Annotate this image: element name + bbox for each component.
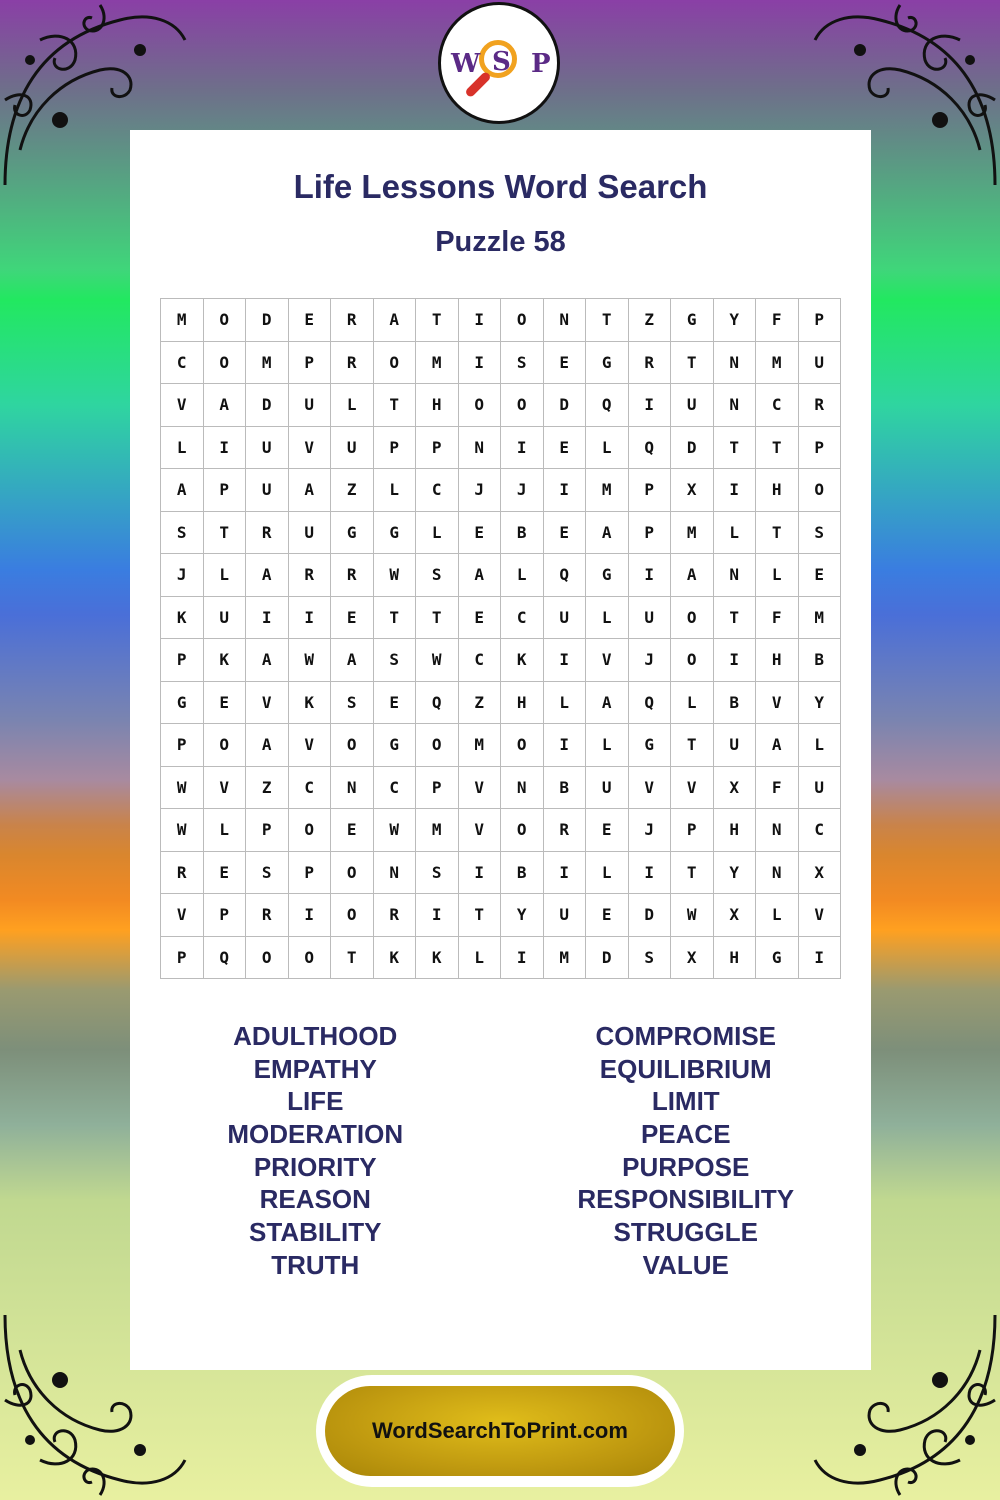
grid-cell[interactable]: V [671,767,714,810]
grid-cell[interactable]: T [331,937,374,980]
grid-cell[interactable]: K [416,937,459,980]
grid-cell[interactable]: P [629,469,672,512]
grid-cell[interactable]: R [544,809,587,852]
grid-cell[interactable]: H [714,809,757,852]
grid-cell[interactable]: I [544,639,587,682]
grid-cell[interactable]: E [544,427,587,470]
grid-cell[interactable]: A [246,724,289,767]
grid-cell[interactable]: M [161,299,204,342]
grid-cell[interactable]: Z [629,299,672,342]
grid-cell[interactable]: R [799,384,842,427]
word-list-left-column [130,1020,501,1282]
grid-cell[interactable]: T [671,852,714,895]
grid-cell[interactable]: V [459,809,502,852]
grid-cell[interactable]: F [756,767,799,810]
grid-cell[interactable]: P [629,512,672,555]
grid-cell[interactable]: W [161,809,204,852]
grid-cell[interactable]: O [799,469,842,512]
grid-cell[interactable]: N [756,809,799,852]
grid-cell[interactable]: C [289,767,332,810]
grid-cell[interactable]: O [331,894,374,937]
grid-cell[interactable]: E [586,809,629,852]
grid-cell[interactable]: X [799,852,842,895]
logo-letter-w: W [451,49,481,79]
grid-cell[interactable]: T [714,427,757,470]
grid-cell[interactable]: A [671,554,714,597]
grid-cell[interactable]: T [416,299,459,342]
grid-cell[interactable]: U [544,894,587,937]
grid-cell[interactable]: I [289,894,332,937]
grid-cell[interactable]: I [714,469,757,512]
grid-cell[interactable]: B [799,639,842,682]
grid-cell[interactable]: U [289,512,332,555]
grid-cell[interactable]: I [629,852,672,895]
grid-cell[interactable]: Y [501,894,544,937]
grid-cell[interactable]: K [289,682,332,725]
grid-cell[interactable]: C [374,767,417,810]
grid-cell[interactable]: S [331,682,374,725]
word-list-item: STABILITY [249,1217,382,1248]
grid-cell[interactable]: R [629,342,672,385]
grid-cell[interactable]: J [459,469,502,512]
grid-cell[interactable]: D [246,299,289,342]
grid-cell[interactable]: L [204,554,247,597]
grid-cell[interactable]: C [799,809,842,852]
grid-cell[interactable]: O [204,342,247,385]
grid-cell[interactable]: X [714,767,757,810]
word-list-item: LIFE [287,1086,344,1117]
grid-cell[interactable]: B [501,512,544,555]
grid-cell[interactable]: A [586,682,629,725]
grid-cell[interactable]: P [204,894,247,937]
word-list-item: TRUTH [271,1249,360,1280]
grid-cell[interactable]: V [459,767,502,810]
grid-cell[interactable]: L [331,384,374,427]
grid-cell[interactable]: P [204,469,247,512]
grid-cell[interactable]: A [459,554,502,597]
grid-cell[interactable]: M [246,342,289,385]
grid-cell[interactable]: E [544,342,587,385]
grid-cell[interactable]: L [501,554,544,597]
grid-cell[interactable]: L [204,809,247,852]
grid-cell[interactable]: Q [204,937,247,980]
grid-cell[interactable]: H [756,469,799,512]
grid-cell[interactable]: U [799,767,842,810]
grid-cell[interactable]: D [544,384,587,427]
grid-cell[interactable]: E [331,809,374,852]
grid-cell[interactable]: V [629,767,672,810]
grid-cell[interactable]: M [671,512,714,555]
grid-cell[interactable]: R [289,554,332,597]
grid-cell[interactable]: P [289,852,332,895]
grid-cell[interactable]: T [204,512,247,555]
site-link-button[interactable] [325,1386,675,1476]
puzzle-title: Life Lessons Word Search [293,168,708,205]
grid-cell[interactable]: R [374,894,417,937]
grid-cell[interactable]: O [204,299,247,342]
grid-cell[interactable]: B [544,767,587,810]
grid-cell[interactable]: A [204,384,247,427]
word-list-item: STRUGGLE [613,1217,758,1248]
grid-cell[interactable]: T [756,427,799,470]
grid-cell[interactable]: P [799,427,842,470]
grid-cell[interactable]: Y [714,852,757,895]
logo-letter-p: P [531,49,551,79]
site-logo[interactable] [438,2,560,124]
grid-cell[interactable]: O [501,384,544,427]
grid-cell[interactable]: W [416,639,459,682]
grid-cell[interactable]: Q [416,682,459,725]
grid-cell[interactable]: K [204,639,247,682]
grid-cell[interactable]: G [756,937,799,980]
grid-cell[interactable]: W [374,809,417,852]
grid-cell[interactable]: S [799,512,842,555]
grid-cell[interactable]: R [246,512,289,555]
grid-cell[interactable]: N [714,384,757,427]
grid-cell[interactable]: V [799,894,842,937]
grid-cell[interactable]: R [331,342,374,385]
grid-cell[interactable]: I [459,852,502,895]
grid-cell[interactable]: M [799,597,842,640]
grid-cell[interactable]: R [331,299,374,342]
grid-cell[interactable]: G [331,512,374,555]
grid-cell[interactable]: L [161,427,204,470]
grid-cell[interactable]: A [289,469,332,512]
puzzle-sheet [130,130,871,1370]
grid-cell[interactable]: E [459,512,502,555]
grid-cell[interactable]: C [756,384,799,427]
grid-cell[interactable]: A [586,512,629,555]
grid-cell[interactable]: E [204,682,247,725]
word-list-item: RESPONSIBILITY [577,1184,795,1215]
grid-cell[interactable]: O [501,809,544,852]
grid-cell[interactable]: Q [629,682,672,725]
grid-cell[interactable]: G [586,554,629,597]
grid-cell[interactable]: J [161,554,204,597]
grid-cell[interactable]: T [586,299,629,342]
grid-cell[interactable]: C [416,469,459,512]
grid-cell[interactable]: A [331,639,374,682]
grid-cell[interactable]: G [374,724,417,767]
grid-cell[interactable]: E [544,512,587,555]
grid-cell[interactable]: U [671,384,714,427]
grid-cell[interactable]: R [161,852,204,895]
word-list-right-column [501,1020,872,1282]
grid-cell[interactable]: T [671,724,714,767]
grid-cell[interactable]: I [629,554,672,597]
grid-cell[interactable]: F [756,597,799,640]
grid-cell[interactable]: R [246,894,289,937]
grid-cell[interactable]: N [714,342,757,385]
grid-cell[interactable]: I [501,427,544,470]
grid-cell[interactable]: Z [331,469,374,512]
word-list-item: EQUILIBRIUM [599,1053,772,1084]
grid-cell[interactable]: I [459,299,502,342]
grid-cell[interactable]: L [544,682,587,725]
grid-cell[interactable]: B [714,682,757,725]
grid-cell[interactable]: W [289,639,332,682]
grid-cell[interactable]: A [756,724,799,767]
grid-cell[interactable]: K [374,937,417,980]
grid-cell[interactable]: V [161,384,204,427]
grid-cell[interactable]: T [374,597,417,640]
letter-grid [160,298,841,979]
grid-cell[interactable]: T [416,597,459,640]
grid-cell[interactable]: O [374,342,417,385]
grid-cell[interactable]: O [331,724,374,767]
grid-cell[interactable]: V [756,682,799,725]
grid-cell[interactable]: A [246,639,289,682]
grid-cell[interactable]: Q [586,384,629,427]
grid-cell[interactable]: V [246,682,289,725]
grid-cell[interactable]: P [161,937,204,980]
grid-cell[interactable]: E [586,894,629,937]
grid-cell[interactable]: C [459,639,502,682]
grid-cell[interactable]: U [714,724,757,767]
grid-cell[interactable]: V [204,767,247,810]
grid-cell[interactable]: L [586,597,629,640]
grid-cell[interactable]: L [586,427,629,470]
grid-cell[interactable]: O [246,937,289,980]
grid-cell[interactable]: P [374,427,417,470]
grid-cell[interactable]: O [671,597,714,640]
grid-cell[interactable]: E [459,597,502,640]
grid-cell[interactable]: K [501,639,544,682]
word-list-item: VALUE [642,1249,729,1280]
grid-cell[interactable]: P [799,299,842,342]
grid-cell[interactable]: N [501,767,544,810]
grid-cell[interactable]: L [416,512,459,555]
grid-cell[interactable]: L [799,724,842,767]
grid-cell[interactable]: V [289,724,332,767]
grid-cell[interactable]: O [204,724,247,767]
grid-cell[interactable]: T [374,384,417,427]
grid-cell[interactable]: V [161,894,204,937]
grid-cell[interactable]: O [331,852,374,895]
grid-cell[interactable]: I [459,342,502,385]
grid-cell[interactable]: F [756,299,799,342]
grid-cell[interactable]: I [416,894,459,937]
grid-cell[interactable]: Y [714,299,757,342]
grid-cell[interactable]: P [289,342,332,385]
grid-cell[interactable]: G [586,342,629,385]
grid-cell[interactable]: S [246,852,289,895]
grid-cell[interactable]: E [204,852,247,895]
grid-cell[interactable]: G [161,682,204,725]
grid-cell[interactable]: G [671,299,714,342]
grid-cell[interactable]: D [629,894,672,937]
puzzle-number: Puzzle 58 [435,226,566,258]
grid-cell[interactable]: W [374,554,417,597]
grid-cell[interactable]: P [416,767,459,810]
grid-cell[interactable]: T [671,342,714,385]
grid-cell[interactable]: P [161,724,204,767]
grid-cell[interactable]: O [501,299,544,342]
grid-cell[interactable]: N [331,767,374,810]
grid-cell[interactable]: E [331,597,374,640]
grid-cell[interactable]: N [459,427,502,470]
grid-cell[interactable]: M [416,342,459,385]
word-list-item: PURPOSE [622,1151,750,1182]
grid-cell[interactable]: O [416,724,459,767]
grid-cell[interactable]: I [544,469,587,512]
grid-cell[interactable]: N [374,852,417,895]
grid-cell[interactable]: I [289,597,332,640]
grid-cell[interactable]: J [501,469,544,512]
grid-cell[interactable]: Y [799,682,842,725]
grid-cell[interactable]: L [756,554,799,597]
grid-cell[interactable]: O [501,724,544,767]
grid-cell[interactable]: L [459,937,502,980]
grid-cell[interactable]: X [671,937,714,980]
grid-cell[interactable]: H [501,682,544,725]
word-list-item: LIMIT [651,1086,720,1117]
site-link-text: WordSearchToPrint.com [372,1418,628,1443]
word-list-item: REASON [259,1184,371,1215]
grid-cell[interactable]: I [501,937,544,980]
grid-cell[interactable]: T [459,894,502,937]
grid-cell[interactable]: S [161,512,204,555]
grid-cell[interactable]: U [289,384,332,427]
grid-cell[interactable]: U [586,767,629,810]
grid-cell[interactable]: Z [459,682,502,725]
grid-cell[interactable]: I [629,384,672,427]
grid-cell[interactable]: D [246,384,289,427]
grid-cell[interactable]: U [799,342,842,385]
grid-cell[interactable]: N [714,554,757,597]
grid-cell[interactable]: D [671,427,714,470]
grid-cell[interactable]: W [671,894,714,937]
grid-cell[interactable]: T [714,597,757,640]
grid-cell[interactable]: V [289,427,332,470]
word-list [130,1020,871,1282]
grid-cell[interactable]: L [756,894,799,937]
word-list-item: MODERATION [227,1119,404,1150]
grid-cell[interactable]: N [756,852,799,895]
grid-cell[interactable]: C [501,597,544,640]
site-link-badge[interactable] [316,1375,684,1487]
grid-cell[interactable]: I [544,724,587,767]
grid-cell[interactable]: P [161,639,204,682]
word-list-item: PEACE [640,1119,731,1150]
grid-cell[interactable]: L [671,682,714,725]
grid-cell[interactable]: U [544,597,587,640]
grid-cell[interactable]: H [756,639,799,682]
grid-cell[interactable]: J [629,639,672,682]
word-list-item: COMPROMISE [595,1021,777,1051]
grid-cell[interactable]: O [289,937,332,980]
grid-cell[interactable]: A [246,554,289,597]
grid-cell[interactable]: A [374,299,417,342]
grid-cell[interactable]: R [331,554,374,597]
grid-cell[interactable]: U [204,597,247,640]
grid-cell[interactable]: H [714,937,757,980]
grid-cell[interactable]: S [629,937,672,980]
grid-cell[interactable]: H [416,384,459,427]
grid-cell[interactable]: A [161,469,204,512]
grid-cell[interactable]: D [586,937,629,980]
grid-cell[interactable]: G [374,512,417,555]
grid-cell[interactable]: M [416,809,459,852]
grid-cell[interactable]: S [374,639,417,682]
grid-cell[interactable]: L [586,724,629,767]
grid-cell[interactable]: U [629,597,672,640]
logo-letter-s: S [492,47,511,77]
grid-cell[interactable]: N [544,299,587,342]
grid-cell[interactable]: C [161,342,204,385]
grid-cell[interactable]: T [756,512,799,555]
grid-cell[interactable]: P [246,809,289,852]
grid-cell[interactable]: O [671,639,714,682]
grid-cell[interactable]: M [544,937,587,980]
grid-cell[interactable]: B [501,852,544,895]
grid-cell[interactable]: I [799,937,842,980]
word-list-item: EMPATHY [253,1053,377,1084]
grid-cell[interactable]: E [289,299,332,342]
grid-cell[interactable]: X [671,469,714,512]
grid-cell[interactable]: U [246,427,289,470]
grid-cell[interactable]: O [459,384,502,427]
grid-cell[interactable]: E [799,554,842,597]
grid-cell[interactable]: W [161,767,204,810]
grid-cell[interactable]: L [714,512,757,555]
grid-cell[interactable]: I [246,597,289,640]
grid-cell[interactable]: E [374,682,417,725]
grid-cell[interactable]: I [544,852,587,895]
grid-cell[interactable]: P [416,427,459,470]
grid-cell[interactable]: S [416,554,459,597]
grid-cell[interactable]: P [671,809,714,852]
grid-cell[interactable]: Z [246,767,289,810]
grid-cell[interactable]: Q [544,554,587,597]
word-list-item: ADULTHOOD [233,1021,398,1051]
grid-cell[interactable]: L [586,852,629,895]
grid-cell[interactable]: M [756,342,799,385]
grid-cell[interactable]: S [416,852,459,895]
grid-cell[interactable]: U [246,469,289,512]
grid-cell[interactable]: O [289,809,332,852]
grid-cell[interactable]: M [586,469,629,512]
grid-cell[interactable]: J [629,809,672,852]
grid-cell[interactable]: S [501,342,544,385]
grid-cell[interactable]: V [586,639,629,682]
grid-cell[interactable]: G [629,724,672,767]
grid-cell[interactable]: U [331,427,374,470]
grid-cell[interactable]: L [374,469,417,512]
grid-cell[interactable]: K [161,597,204,640]
grid-cell[interactable]: M [459,724,502,767]
grid-cell[interactable]: I [714,639,757,682]
grid-cell[interactable]: X [714,894,757,937]
grid-cell[interactable]: I [204,427,247,470]
grid-cell[interactable]: Q [629,427,672,470]
word-list-item: PRIORITY [253,1151,377,1182]
